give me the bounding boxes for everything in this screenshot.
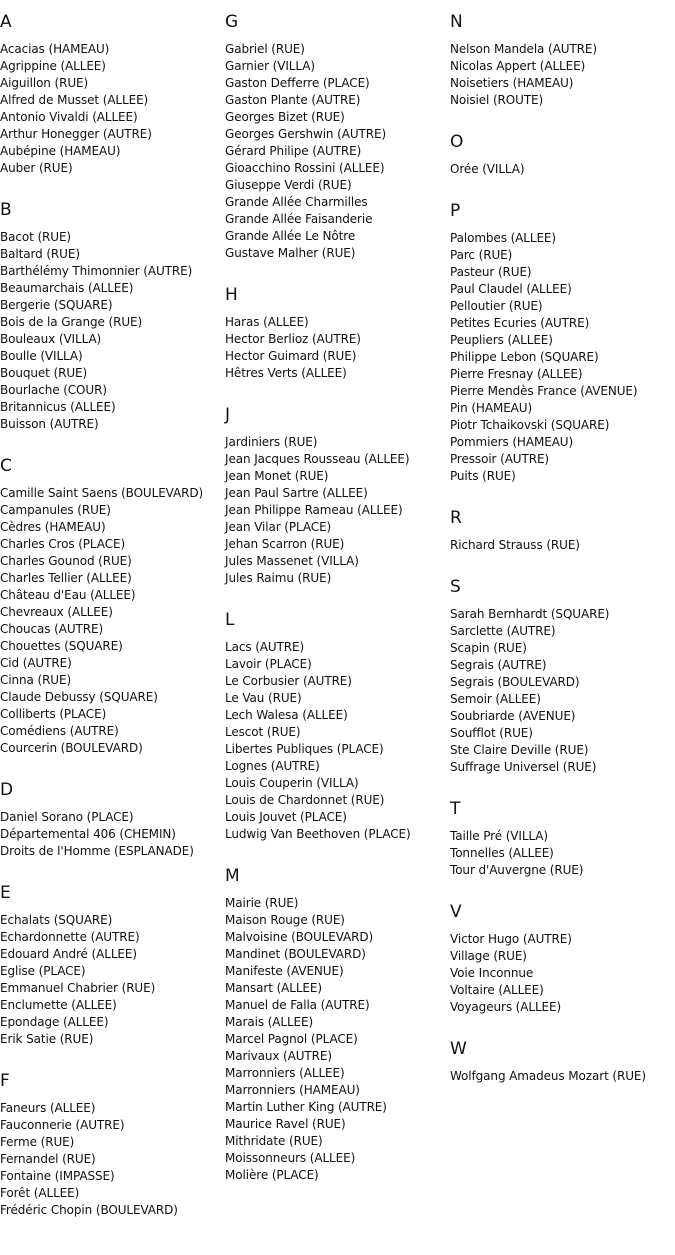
street-item: Semoir (ALLEE) bbox=[450, 692, 541, 706]
street-item: Puits (RUE) bbox=[450, 469, 516, 483]
street-item: Maison Rouge (RUE) bbox=[225, 913, 345, 927]
street-item: Le Vau (RUE) bbox=[225, 691, 302, 705]
street-item: Hector Berlioz (AUTRE) bbox=[225, 332, 361, 346]
street-item: Nicolas Appert (ALLEE) bbox=[450, 59, 586, 73]
section-letter: H bbox=[225, 285, 238, 305]
street-item: Antonio Vivaldi (ALLEE) bbox=[0, 110, 138, 124]
letter-group-e bbox=[0, 882, 222, 1048]
street-list bbox=[0, 809, 222, 860]
street-item: Départemental 406 (CHEMIN) bbox=[0, 827, 176, 841]
street-item: Piotr Tchaikovski (SQUARE) bbox=[450, 418, 610, 432]
street-item: Georges Bizet (RUE) bbox=[225, 110, 345, 124]
street-item: Gioacchino Rossini (ALLEE) bbox=[225, 161, 385, 175]
street-item: Bergerie (SQUARE) bbox=[0, 298, 113, 312]
street-item: Cinna (RUE) bbox=[0, 673, 72, 687]
street-item: Chevreaux (ALLEE) bbox=[0, 605, 113, 619]
letter-group-o bbox=[450, 131, 675, 178]
street-item: Fernandel (RUE) bbox=[0, 1152, 96, 1166]
section-letter: J bbox=[225, 405, 231, 425]
street-list bbox=[450, 230, 675, 485]
street-item: Mithridate (RUE) bbox=[225, 1134, 323, 1148]
street-item: Mairie (RUE) bbox=[225, 896, 299, 910]
street-item: Pelloutier (RUE) bbox=[450, 299, 543, 313]
street-item: Gustave Malher (RUE) bbox=[225, 246, 356, 260]
letter-group-w bbox=[450, 1038, 675, 1085]
street-item: Comédiens (AUTRE) bbox=[0, 724, 119, 738]
street-item: Palombes (ALLEE) bbox=[450, 231, 556, 245]
letter-group-l bbox=[225, 609, 447, 843]
street-item: Gaston Plante (AUTRE) bbox=[225, 93, 361, 107]
street-list bbox=[0, 41, 222, 177]
street-list bbox=[0, 485, 222, 757]
street-column-3 bbox=[450, 11, 675, 1107]
section-letter: M bbox=[225, 866, 240, 886]
street-item: Emmanuel Chabrier (RUE) bbox=[0, 981, 156, 995]
section-letter: D bbox=[0, 780, 14, 800]
street-item: Droits de l'Homme (ESPLANADE) bbox=[0, 844, 194, 858]
street-item: Philippe Lebon (SQUARE) bbox=[450, 350, 599, 364]
letter-group-h bbox=[225, 284, 447, 382]
street-item: Fauconnerie (AUTRE) bbox=[0, 1118, 125, 1132]
section-letter: C bbox=[0, 456, 12, 476]
street-item: Epondage (ALLEE) bbox=[0, 1015, 109, 1029]
street-list bbox=[225, 895, 447, 1184]
street-item: Hêtres Verts (ALLEE) bbox=[225, 366, 347, 380]
street-item: Lacs (AUTRE) bbox=[225, 640, 305, 654]
section-letter: N bbox=[450, 12, 463, 32]
street-item: Agrippine (ALLEE) bbox=[0, 59, 106, 73]
street-item: Pin (HAMEAU) bbox=[450, 401, 533, 415]
street-item: Frédéric Chopin (BOULEVARD) bbox=[0, 1203, 178, 1217]
street-item: Campanules (RUE) bbox=[0, 503, 111, 517]
street-column-2 bbox=[225, 11, 447, 1206]
street-item: Le Corbusier (AUTRE) bbox=[225, 674, 352, 688]
street-item: Lognes (AUTRE) bbox=[225, 759, 320, 773]
street-item: Pommiers (HAMEAU) bbox=[450, 435, 574, 449]
street-item: Paul Claudel (ALLEE) bbox=[450, 282, 572, 296]
street-item: Victor Hugo (AUTRE) bbox=[450, 932, 572, 946]
street-item: Baltard (RUE) bbox=[0, 247, 80, 261]
letter-group-v bbox=[450, 901, 675, 1016]
letter-group-f bbox=[0, 1070, 222, 1219]
street-item: Peupliers (ALLEE) bbox=[450, 333, 553, 347]
section-letter: P bbox=[450, 201, 461, 221]
street-item: Marivaux (AUTRE) bbox=[225, 1049, 332, 1063]
street-item: Garnier (VILLA) bbox=[225, 59, 315, 73]
street-item: Mansart (ALLEE) bbox=[225, 981, 322, 995]
letter-group-m bbox=[225, 865, 447, 1184]
street-item: Faneurs (ALLEE) bbox=[0, 1101, 96, 1115]
street-item: Wolfgang Amadeus Mozart (RUE) bbox=[450, 1069, 646, 1083]
street-item: Martin Luther King (AUTRE) bbox=[225, 1100, 387, 1114]
street-item: Voie Inconnue bbox=[450, 966, 534, 980]
street-item: Giuseppe Verdi (RUE) bbox=[225, 178, 352, 192]
street-item: Mandinet (BOULEVARD) bbox=[225, 947, 366, 961]
street-item: Parc (RUE) bbox=[450, 248, 513, 262]
street-list bbox=[450, 537, 675, 554]
letter-group-p bbox=[450, 200, 675, 485]
street-item: Petites Ecuries (AUTRE) bbox=[450, 316, 590, 330]
street-item: Barthélémy Thimonnier (AUTRE) bbox=[0, 264, 193, 278]
street-item: Bacot (RUE) bbox=[0, 230, 72, 244]
section-letter: B bbox=[0, 200, 12, 220]
street-item: Acacias (HAMEAU) bbox=[0, 42, 110, 56]
letter-group-n bbox=[450, 11, 675, 109]
street-list bbox=[225, 314, 447, 382]
section-letter: V bbox=[450, 902, 462, 922]
section-letter: F bbox=[0, 1071, 10, 1091]
street-item: Boulle (VILLA) bbox=[0, 349, 83, 363]
street-item: Pierre Mendès France (AVENUE) bbox=[450, 384, 638, 398]
street-item: Noisetiers (HAMEAU) bbox=[450, 76, 574, 90]
street-item: Tour d'Auvergne (RUE) bbox=[450, 863, 584, 877]
street-item: Lavoir (PLACE) bbox=[225, 657, 312, 671]
street-item: Jules Raimu (RUE) bbox=[225, 571, 332, 585]
street-item: Marcel Pagnol (PLACE) bbox=[225, 1032, 358, 1046]
street-item: Lescot (RUE) bbox=[225, 725, 301, 739]
street-item: Jardiniers (RUE) bbox=[225, 435, 318, 449]
street-item: Lech Walesa (ALLEE) bbox=[225, 708, 348, 722]
street-item: Choucas (AUTRE) bbox=[0, 622, 104, 636]
street-item: Voyageurs (ALLEE) bbox=[450, 1000, 562, 1014]
street-item: Taille Pré (VILLA) bbox=[450, 829, 548, 843]
street-item: Camille Saint Saens (BOULEVARD) bbox=[0, 486, 204, 500]
street-list bbox=[450, 161, 675, 178]
letter-group-j bbox=[225, 404, 447, 587]
street-item: Jean Vilar (PLACE) bbox=[225, 520, 332, 534]
section-letter: O bbox=[450, 132, 464, 152]
letter-group-s bbox=[450, 576, 675, 776]
street-item: Soubriarde (AVENUE) bbox=[450, 709, 576, 723]
street-item: Echardonnette (AUTRE) bbox=[0, 930, 140, 944]
street-item: Marronniers (ALLEE) bbox=[225, 1066, 345, 1080]
street-item: Cid (AUTRE) bbox=[0, 656, 72, 670]
street-item: Jean Philippe Rameau (ALLEE) bbox=[225, 503, 403, 517]
street-item: Ludwig Van Beethoven (PLACE) bbox=[225, 827, 411, 841]
street-item: Orée (VILLA) bbox=[450, 162, 525, 176]
street-item: Malvoisine (BOULEVARD) bbox=[225, 930, 374, 944]
street-item: Sarah Bernhardt (SQUARE) bbox=[450, 607, 610, 621]
street-item: Louis Jouvet (PLACE) bbox=[225, 810, 347, 824]
street-item: Forêt (ALLEE) bbox=[0, 1186, 80, 1200]
street-item: Château d'Eau (ALLEE) bbox=[0, 588, 136, 602]
street-item: Courcerin (BOULEVARD) bbox=[0, 741, 143, 755]
section-letter: T bbox=[450, 799, 461, 819]
street-item: Gabriel (RUE) bbox=[225, 42, 305, 56]
street-list bbox=[0, 912, 222, 1048]
street-item: Cèdres (HAMEAU) bbox=[0, 520, 106, 534]
street-item: Bourlache (COUR) bbox=[0, 383, 107, 397]
street-item: Tonnelles (ALLEE) bbox=[450, 846, 554, 860]
street-item: Fontaine (IMPASSE) bbox=[0, 1169, 115, 1183]
street-item: Segrais (AUTRE) bbox=[450, 658, 547, 672]
street-list bbox=[450, 41, 675, 109]
street-list bbox=[0, 1100, 222, 1219]
street-item: Britannicus (ALLEE) bbox=[0, 400, 116, 414]
street-item: Grande Allée Faisanderie bbox=[225, 212, 373, 226]
letter-group-c bbox=[0, 455, 222, 757]
street-item: Enclumette (ALLEE) bbox=[0, 998, 117, 1012]
street-item: Daniel Sorano (PLACE) bbox=[0, 810, 134, 824]
street-list bbox=[225, 639, 447, 843]
street-item: Molière (PLACE) bbox=[225, 1168, 319, 1182]
section-letter: E bbox=[0, 883, 11, 903]
street-item: Jean Jacques Rousseau (ALLEE) bbox=[225, 452, 410, 466]
street-item: Colliberts (PLACE) bbox=[0, 707, 107, 721]
street-item: Buisson (AUTRE) bbox=[0, 417, 99, 431]
letter-group-a bbox=[0, 11, 222, 177]
street-item: Manuel de Falla (AUTRE) bbox=[225, 998, 370, 1012]
section-letter: W bbox=[450, 1039, 467, 1059]
street-item: Village (RUE) bbox=[450, 949, 527, 963]
street-item: Louis de Chardonnet (RUE) bbox=[225, 793, 385, 807]
street-item: Jules Massenet (VILLA) bbox=[225, 554, 359, 568]
street-item: Segrais (BOULEVARD) bbox=[450, 675, 580, 689]
street-item: Scapin (RUE) bbox=[450, 641, 527, 655]
street-list bbox=[450, 606, 675, 776]
street-item: Charles Tellier (ALLEE) bbox=[0, 571, 132, 585]
section-letter: L bbox=[225, 610, 235, 630]
street-item: Arthur Honegger (AUTRE) bbox=[0, 127, 152, 141]
street-item: Libertes Publiques (PLACE) bbox=[225, 742, 384, 756]
street-item: Aubépine (HAMEAU) bbox=[0, 144, 121, 158]
street-item: Gaston Defferre (PLACE) bbox=[225, 76, 370, 90]
street-item: Marronniers (HAMEAU) bbox=[225, 1083, 360, 1097]
street-column-1 bbox=[0, 11, 222, 1241]
street-item: Marais (ALLEE) bbox=[225, 1015, 314, 1029]
street-item: Voltaire (ALLEE) bbox=[450, 983, 544, 997]
street-list bbox=[225, 41, 447, 262]
street-item: Nelson Mandela (AUTRE) bbox=[450, 42, 597, 56]
street-item: Manifeste (AVENUE) bbox=[225, 964, 344, 978]
street-item: Noisiel (ROUTE) bbox=[450, 93, 544, 107]
street-item: Edouard André (ALLEE) bbox=[0, 947, 137, 961]
section-letter: A bbox=[0, 12, 12, 32]
section-letter: S bbox=[450, 577, 461, 597]
street-item: Charles Gounod (RUE) bbox=[0, 554, 132, 568]
street-item: Bouquet (RUE) bbox=[0, 366, 88, 380]
street-item: Bouleaux (VILLA) bbox=[0, 332, 102, 346]
section-letter: R bbox=[450, 508, 462, 528]
street-list bbox=[450, 931, 675, 1016]
street-item: Erik Satie (RUE) bbox=[0, 1032, 94, 1046]
street-item: Maurice Ravel (RUE) bbox=[225, 1117, 346, 1131]
letter-group-t bbox=[450, 798, 675, 879]
section-letter: G bbox=[225, 12, 239, 32]
street-list bbox=[450, 828, 675, 879]
street-item: Auber (RUE) bbox=[0, 161, 73, 175]
street-item: Grande Allée Le Nôtre bbox=[225, 229, 356, 243]
street-item: Ste Claire Deville (RUE) bbox=[450, 743, 589, 757]
street-item: Bois de la Grange (RUE) bbox=[0, 315, 143, 329]
street-item: Grande Allée Charmilles bbox=[225, 195, 368, 209]
street-item: Claude Debussy (SQUARE) bbox=[0, 690, 158, 704]
street-item: Hector Guimard (RUE) bbox=[225, 349, 357, 363]
street-item: Jehan Scarron (RUE) bbox=[225, 537, 345, 551]
street-item: Georges Gershwin (AUTRE) bbox=[225, 127, 387, 141]
street-item: Pressoir (AUTRE) bbox=[450, 452, 550, 466]
street-list bbox=[225, 434, 447, 587]
letter-group-d bbox=[0, 779, 222, 860]
street-list bbox=[0, 229, 222, 433]
street-item: Jean Paul Sartre (ALLEE) bbox=[225, 486, 368, 500]
street-item: Pasteur (RUE) bbox=[450, 265, 532, 279]
street-item: Gérard Philipe (AUTRE) bbox=[225, 144, 362, 158]
street-item: Jean Monet (RUE) bbox=[225, 469, 329, 483]
street-item: Sarclette (AUTRE) bbox=[450, 624, 556, 638]
street-item: Richard Strauss (RUE) bbox=[450, 538, 580, 552]
street-item: Chouettes (SQUARE) bbox=[0, 639, 123, 653]
street-item: Echalats (SQUARE) bbox=[0, 913, 113, 927]
street-item: Alfred de Musset (ALLEE) bbox=[0, 93, 149, 107]
letter-group-b bbox=[0, 199, 222, 433]
street-item: Louis Couperin (VILLA) bbox=[225, 776, 359, 790]
street-item: Charles Cros (PLACE) bbox=[0, 537, 126, 551]
street-item: Suffrage Universel (RUE) bbox=[450, 760, 597, 774]
street-item: Soufflot (RUE) bbox=[450, 726, 533, 740]
letter-group-g bbox=[225, 11, 447, 262]
street-item: Ferme (RUE) bbox=[0, 1135, 75, 1149]
street-item: Haras (ALLEE) bbox=[225, 315, 309, 329]
street-item: Beaumarchais (ALLEE) bbox=[0, 281, 134, 295]
street-item: Moissonneurs (ALLEE) bbox=[225, 1151, 356, 1165]
letter-group-r bbox=[450, 507, 675, 554]
street-item: Pierre Fresnay (ALLEE) bbox=[450, 367, 583, 381]
street-item: Eglise (PLACE) bbox=[0, 964, 86, 978]
street-item: Aiguillon (RUE) bbox=[0, 76, 89, 90]
street-list bbox=[450, 1068, 675, 1085]
